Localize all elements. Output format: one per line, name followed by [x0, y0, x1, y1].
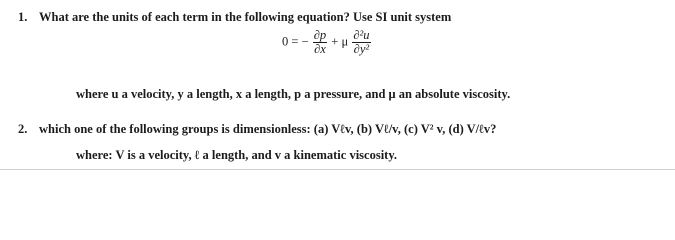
question-2: [18, 122, 496, 137]
equation-lhs: 0 = −: [282, 34, 309, 49]
fraction-d2u-dy2-numerator: ∂²u: [353, 28, 370, 42]
fraction-dp-dx: [313, 29, 327, 56]
fraction-d2u-dy2-denominator: ∂y²: [353, 42, 370, 56]
fraction-dp-dx-denominator: ∂x: [314, 42, 326, 56]
question-2-where: where: V is a velocity, ℓ a length, and v a kinematic viscosity.: [76, 148, 398, 162]
question-2-text: which one of the following groups is dimensionless: (a) Vℓv, (b) Vℓ/v, (c) V² v, (d) V/ℓv?: [39, 122, 497, 136]
fraction-dp-dx-numerator: ∂p: [313, 28, 327, 42]
question-1-where: where u a velocity, y a length, x a length, p a pressure, and μ an absolute viscosity.: [76, 87, 511, 101]
bottom-divider: [0, 169, 675, 170]
question-1-number: 1.: [18, 10, 28, 24]
question-1-text: What are the units of each term in the following equation? Use SI unit system: [39, 10, 452, 24]
question-2-number: 2.: [18, 122, 28, 136]
question-1: [18, 10, 451, 25]
equation: [282, 29, 372, 56]
equation-plus-mu: + μ: [331, 34, 349, 49]
fraction-d2u-dy2: [352, 29, 370, 56]
